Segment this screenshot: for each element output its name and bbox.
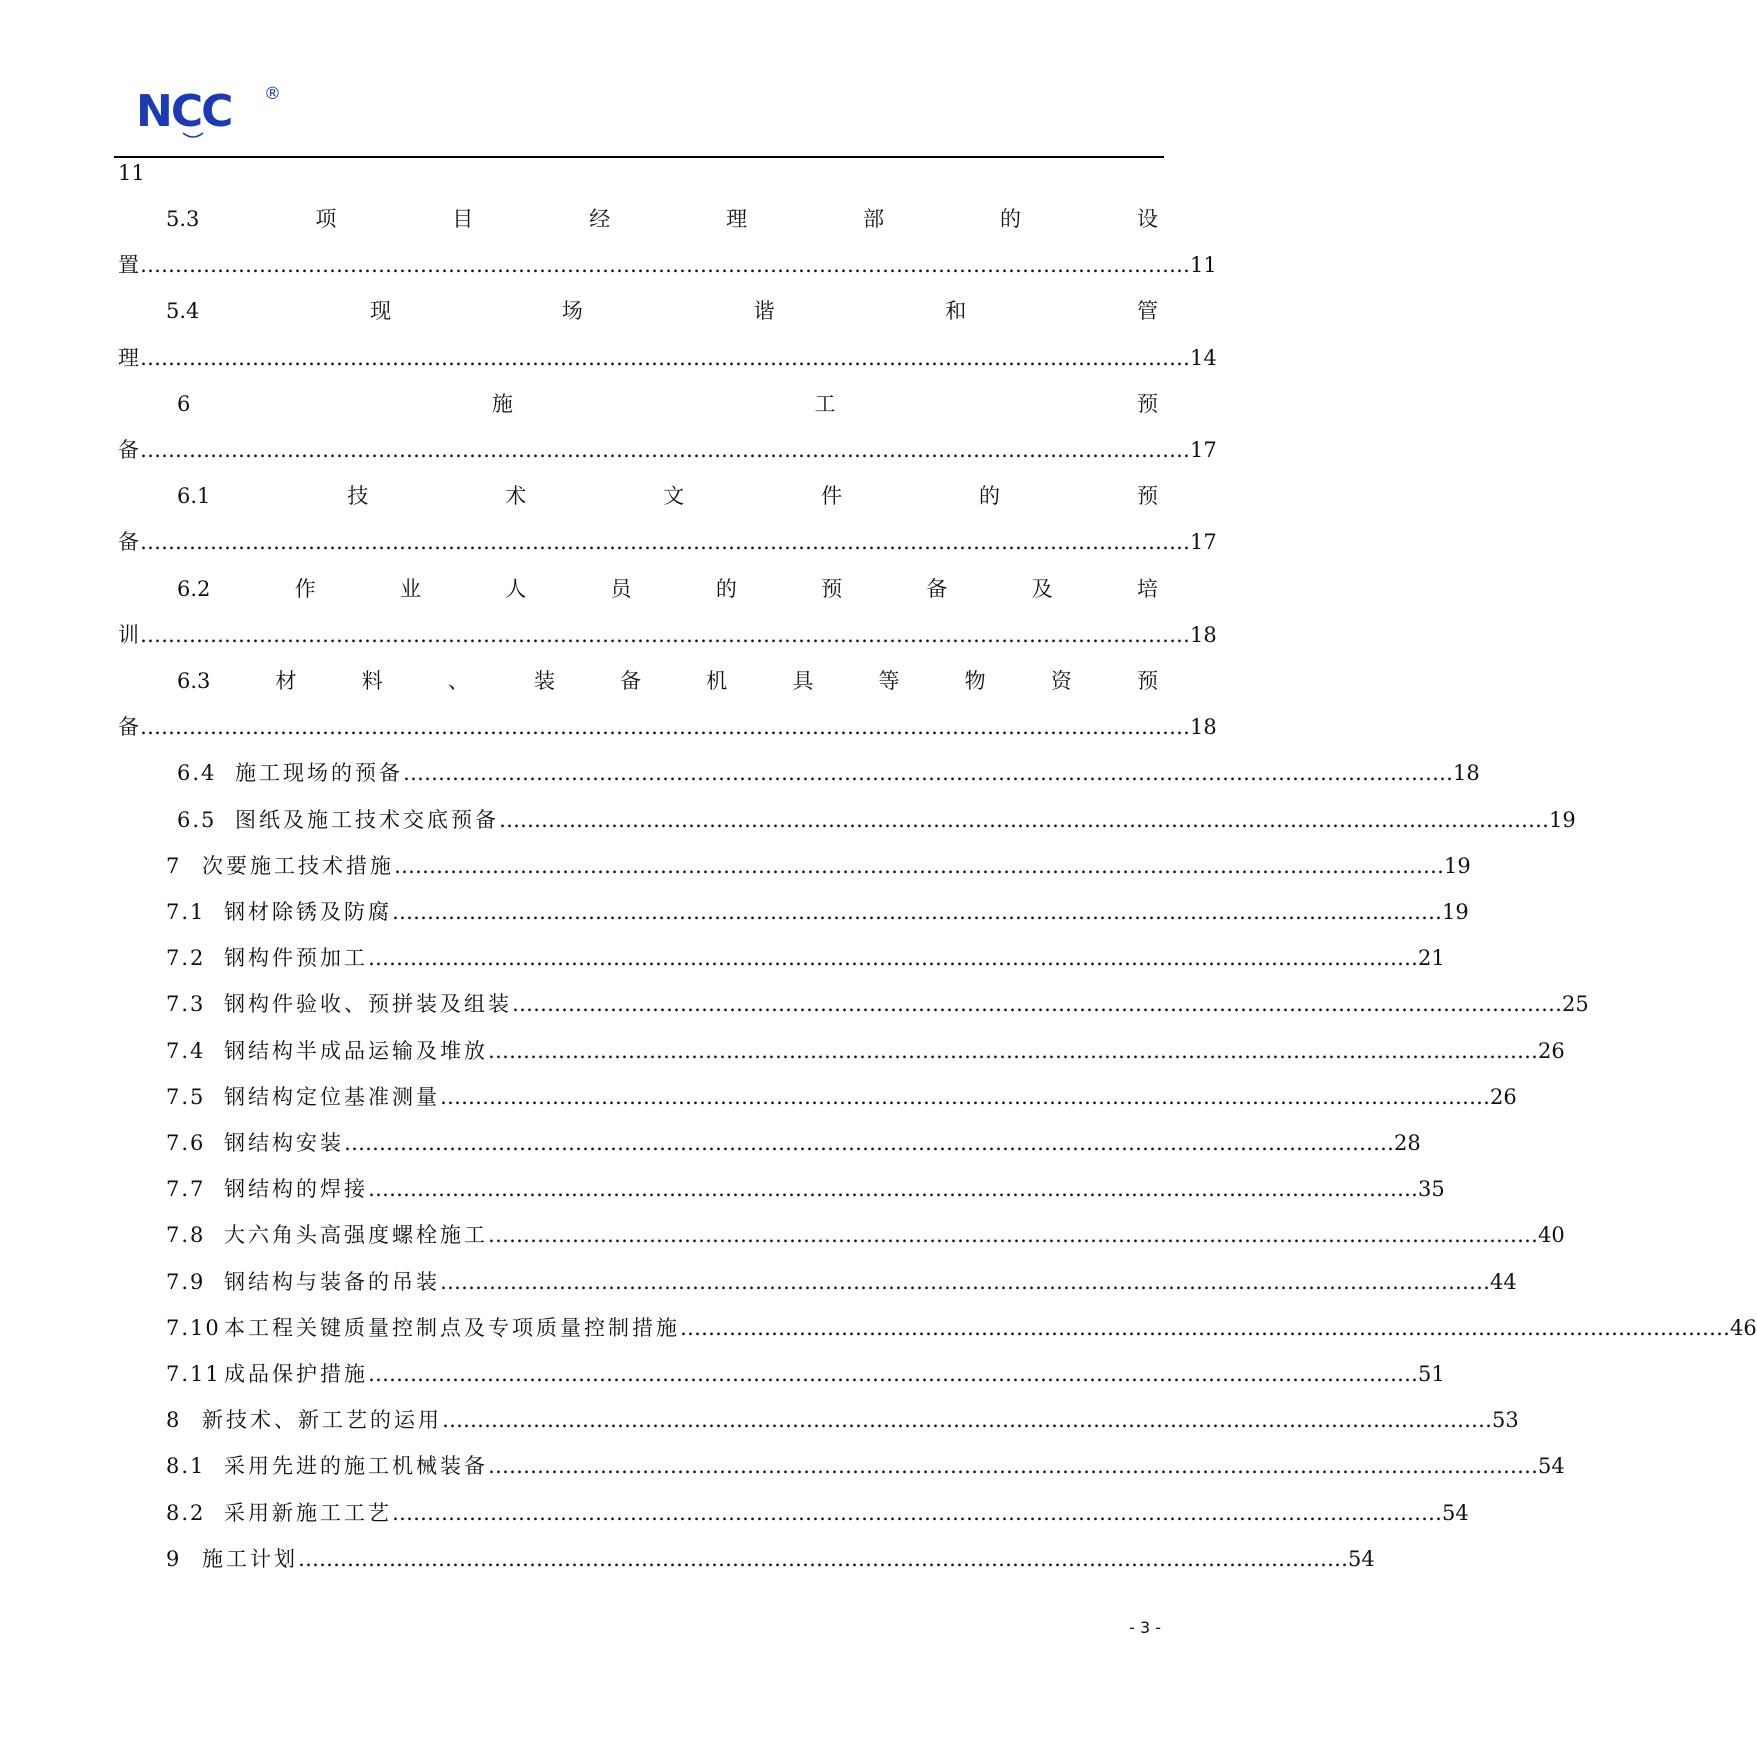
toc-entry-title: 钢构件预加工: [224, 946, 368, 971]
toc-entry-title: 本工程关键质量控制点及专项质量控制措施: [224, 1315, 680, 1340]
toc-entry-title: 图纸及施工技术交底预备: [235, 807, 499, 832]
toc-entry-number: 8.2: [166, 1500, 206, 1525]
toc-entry-char: 及: [1031, 576, 1053, 601]
toc-leader-dots: ……………………………………………………………………………………………………………………………………: [403, 761, 1453, 786]
toc-entry-char: 理: [726, 207, 748, 231]
toc-entry-page: 26: [1538, 1038, 1565, 1063]
toc-entry-last-char: 备: [118, 530, 140, 555]
toc-entry-last-char: 训: [118, 622, 140, 647]
toc-entry-page: 19: [1549, 807, 1576, 832]
toc-leader-dots: ……………………………………………………………………………………………………………………………………: [488, 1223, 1538, 1248]
toc-entry-char: 技: [347, 484, 369, 509]
toc-entry: [166, 1452, 1565, 1480]
page-number: - 3 -: [1129, 1618, 1161, 1637]
toc-entry-number: 6.1: [177, 484, 211, 509]
toc-entry-char: 场: [561, 299, 583, 324]
toc-entry-number: 5.4: [166, 299, 200, 324]
header-rule: [114, 156, 1164, 158]
toc-entry-title: 施工计划: [202, 1546, 298, 1571]
toc-entry-title: 钢结构安装: [224, 1131, 344, 1155]
toc-entry-char: 的: [979, 484, 1001, 509]
toc-entry-number: 7.9: [166, 1269, 206, 1294]
toc-entry-title: 钢结构与装备的吊装: [224, 1269, 440, 1294]
toc-entry-page: 21: [1418, 946, 1445, 971]
toc-entry-number: 6: [177, 391, 191, 416]
toc-leader-dots: ……………………………………………………………………………………………………………………………………: [440, 1084, 1490, 1109]
logo-text: NCC: [136, 86, 232, 137]
toc-leader-dots: ……………………………………………………………………………………………………………………………………: [140, 622, 1190, 647]
toc-entry: [166, 990, 1589, 1018]
toc-entry-number: 6.3: [177, 669, 211, 693]
toc-entry-number: 8.1: [166, 1454, 206, 1479]
toc-entry-page: 54: [1442, 1500, 1469, 1525]
toc-entry-last-char: 备: [118, 715, 140, 740]
toc-entry-char: 件: [821, 484, 843, 509]
toc-entry: [166, 1360, 1445, 1388]
toc-entry-spread: [166, 297, 1158, 325]
toc-leader-dots: ……………………………………………………………………………………………………………………………………: [394, 853, 1444, 878]
toc-entry-page: 51: [1418, 1362, 1445, 1386]
toc-entry-char: 现: [370, 299, 392, 324]
toc-entry-number: 7.7: [166, 1177, 206, 1202]
toc-leader-dots: ……………………………………………………………………………………………………………………………………: [442, 1408, 1492, 1433]
toc-entry-char: 员: [610, 576, 632, 601]
toc-entry-char: 管: [1137, 299, 1158, 324]
toc-entry-page: 18: [1190, 715, 1217, 740]
toc-entry-continuation: [118, 713, 1217, 741]
toc-entry-title: 钢结构定位基准测量: [224, 1084, 440, 1109]
toc-entry: [166, 898, 1469, 926]
toc-entry-number: 7.1: [166, 900, 206, 924]
toc-entry: [166, 1406, 1519, 1434]
toc-entry-char: 经: [589, 207, 611, 231]
toc-entry-page: 18: [1190, 622, 1217, 647]
toc-entry: [166, 944, 1445, 972]
toc-leader-dots: ……………………………………………………………………………………………………………………………………: [140, 438, 1190, 462]
ncc-logo: [136, 84, 296, 144]
toc-entry-number: 6.4: [177, 761, 217, 786]
logo-swoosh-icon: [182, 132, 204, 140]
toc-entry-spread: [166, 205, 1158, 233]
toc-leader-dots: ……………………………………………………………………………………………………………………………………: [298, 1546, 1348, 1571]
toc-entry: [166, 1268, 1517, 1296]
toc-entry-char: 料: [361, 669, 383, 693]
toc-leader-dots: ……………………………………………………………………………………………………………………………………: [368, 1177, 1418, 1202]
toc-entry-continuation: [118, 436, 1217, 464]
toc-entry-char: 预: [1136, 484, 1158, 509]
toc-entry-title: 采用新施工工艺: [224, 1500, 392, 1525]
toc-entry-number: 7.5: [166, 1084, 206, 1109]
toc-entry-char: 的: [1000, 207, 1022, 231]
toc-entry-page: 19: [1444, 853, 1471, 878]
toc-entry-char: 谐: [753, 299, 775, 324]
toc-entry-page: 25: [1562, 992, 1589, 1017]
toc-entry-page: 18: [1453, 761, 1480, 786]
toc-entry-char: 机: [706, 669, 728, 693]
toc-entry-title: 次要施工技术措施: [202, 853, 394, 878]
toc-entry-title: 采用先进的施工机械装备: [224, 1454, 488, 1479]
toc-entry-page: 28: [1394, 1131, 1421, 1155]
toc-entry-char: 资: [1050, 669, 1072, 693]
toc-entry: [177, 759, 1480, 787]
toc-continued-page: 11: [118, 161, 145, 185]
toc-entry-page: 17: [1190, 438, 1217, 462]
toc-entry-char: 预: [1136, 391, 1158, 416]
toc-entry-last-char: 理: [118, 345, 140, 370]
toc-entry: [166, 1083, 1517, 1111]
toc-leader-dots: ……………………………………………………………………………………………………………………………………: [392, 900, 1442, 924]
toc-leader-dots: ……………………………………………………………………………………………………………………………………: [512, 992, 1562, 1017]
toc-entry: [166, 852, 1471, 880]
toc-entry-char: 部: [863, 207, 885, 231]
toc-entry-char: 材: [275, 669, 297, 693]
toc-entry-char: 预: [821, 576, 843, 601]
toc-entry-char: 文: [663, 484, 685, 509]
toc-entry-page: 14: [1190, 345, 1217, 370]
toc-entry-number: 7.6: [166, 1131, 206, 1155]
toc-entry-char: 备: [926, 576, 948, 601]
toc-entry: [166, 1129, 1421, 1157]
toc-entry-number: 7: [166, 853, 182, 878]
toc-entry: [166, 1175, 1445, 1203]
toc-leader-dots: ……………………………………………………………………………………………………………………………………: [140, 715, 1190, 740]
toc-leader-dots: ……………………………………………………………………………………………………………………………………: [680, 1315, 1730, 1340]
toc-entry-title: 施工现场的预备: [235, 761, 403, 786]
toc-entry-char: 作: [294, 576, 316, 601]
toc-entry-char: 和: [945, 299, 967, 324]
toc-leader-dots: ……………………………………………………………………………………………………………………………………: [392, 1500, 1442, 1525]
toc-entry-page: 54: [1538, 1454, 1565, 1479]
toc-entry-number: 7.10: [166, 1315, 221, 1340]
toc-entry: [166, 1545, 1375, 1573]
toc-entry: [166, 1314, 1757, 1342]
toc-leader-dots: ……………………………………………………………………………………………………………………………………: [140, 530, 1190, 555]
toc-entry-char: 设: [1136, 207, 1158, 231]
toc-leader-dots: ……………………………………………………………………………………………………………………………………: [140, 345, 1190, 370]
toc-leader-dots: ……………………………………………………………………………………………………………………………………: [499, 807, 1549, 832]
toc-entry-number: 6.2: [177, 576, 211, 601]
toc-entry-char: 施: [491, 391, 513, 416]
toc-entry-char: 预: [1136, 669, 1158, 693]
toc-entry-char: 装: [533, 669, 555, 693]
toc-entry-spread: [177, 482, 1158, 510]
toc-entry-page: 46: [1730, 1315, 1757, 1340]
toc-leader-dots: ……………………………………………………………………………………………………………………………………: [488, 1038, 1538, 1063]
toc-entry-number: 6.5: [177, 807, 217, 832]
toc-entry: [177, 806, 1576, 834]
toc-entry: [166, 1499, 1469, 1527]
toc-entry-char: 、: [447, 669, 469, 693]
toc-entry-char: 等: [878, 669, 900, 693]
toc-entry-spread: [177, 575, 1158, 603]
toc-entry-title: 钢结构半成品运输及堆放: [224, 1038, 488, 1063]
toc-leader-dots: ……………………………………………………………………………………………………………………………………: [368, 1362, 1418, 1386]
toc-entry-number: 8: [166, 1408, 182, 1433]
toc-entry: [166, 1037, 1565, 1065]
toc-entry-title: 成品保护措施: [224, 1362, 368, 1386]
toc-entry-continuation: [118, 621, 1217, 649]
toc-entry-number: 7.2: [166, 946, 206, 971]
toc-leader-dots: ……………………………………………………………………………………………………………………………………: [344, 1131, 1394, 1155]
toc-entry-continuation: [118, 344, 1217, 372]
toc-entry-page: 44: [1490, 1269, 1517, 1294]
toc-leader-dots: ……………………………………………………………………………………………………………………………………: [488, 1454, 1538, 1479]
toc-entry-page: 53: [1492, 1408, 1519, 1433]
toc-entry-continuation: [118, 528, 1217, 556]
toc-entry-char: 术: [505, 484, 527, 509]
toc-entry-page: 17: [1190, 530, 1217, 555]
toc-entry-number: 7.4: [166, 1038, 206, 1063]
toc-entry-page: 54: [1348, 1546, 1375, 1571]
registered-mark-icon: ®: [264, 84, 281, 104]
toc-entry-char: 项: [315, 207, 337, 231]
toc-entry-page: 35: [1418, 1177, 1445, 1202]
toc-entry-char: 备: [620, 669, 642, 693]
toc-entry-title: 新技术、新工艺的运用: [202, 1408, 442, 1433]
toc-entry-page: 40: [1538, 1223, 1565, 1248]
toc-entry-char: 人: [505, 576, 527, 601]
toc-entry-number: 7.11: [166, 1362, 221, 1386]
toc-entry-last-char: 置: [118, 253, 140, 278]
toc-entry-title: 钢材除锈及防腐: [224, 900, 392, 924]
toc-entry-number: 7.3: [166, 992, 206, 1017]
toc-entry-char: 业: [399, 576, 421, 601]
toc-entry: [166, 1221, 1565, 1249]
toc-entry-title: 大六角头高强度螺栓施工: [224, 1223, 488, 1248]
toc-entry-number: 9: [166, 1546, 182, 1571]
toc-entry-page: 26: [1490, 1084, 1517, 1109]
toc-entry-number: 7.8: [166, 1223, 206, 1248]
toc-entry-char: 具: [792, 669, 814, 693]
toc-leader-dots: ……………………………………………………………………………………………………………………………………: [140, 253, 1190, 278]
toc-entry-char: 培: [1136, 576, 1158, 601]
toc-entry-continuation: [118, 251, 1217, 279]
toc-entry-title: 钢结构的焊接: [224, 1177, 368, 1202]
toc-leader-dots: ……………………………………………………………………………………………………………………………………: [440, 1269, 1490, 1294]
toc-entry-page: 11: [1190, 253, 1217, 278]
toc-entry-char: 物: [964, 669, 986, 693]
toc-entry-last-char: 备: [118, 438, 140, 462]
toc-entry-page: 19: [1442, 900, 1469, 924]
toc-leader-dots: ……………………………………………………………………………………………………………………………………: [368, 946, 1418, 971]
toc-entry-spread: [177, 390, 1158, 418]
toc-entry-char: 目: [452, 207, 474, 231]
toc-entry-spread: [177, 667, 1158, 695]
toc-entry-number: 5.3: [166, 207, 200, 231]
toc-entry-char: 的: [715, 576, 737, 601]
toc-entry-title: 钢构件验收、预拼装及组装: [224, 992, 512, 1017]
toc-entry-char: 工: [814, 391, 836, 416]
